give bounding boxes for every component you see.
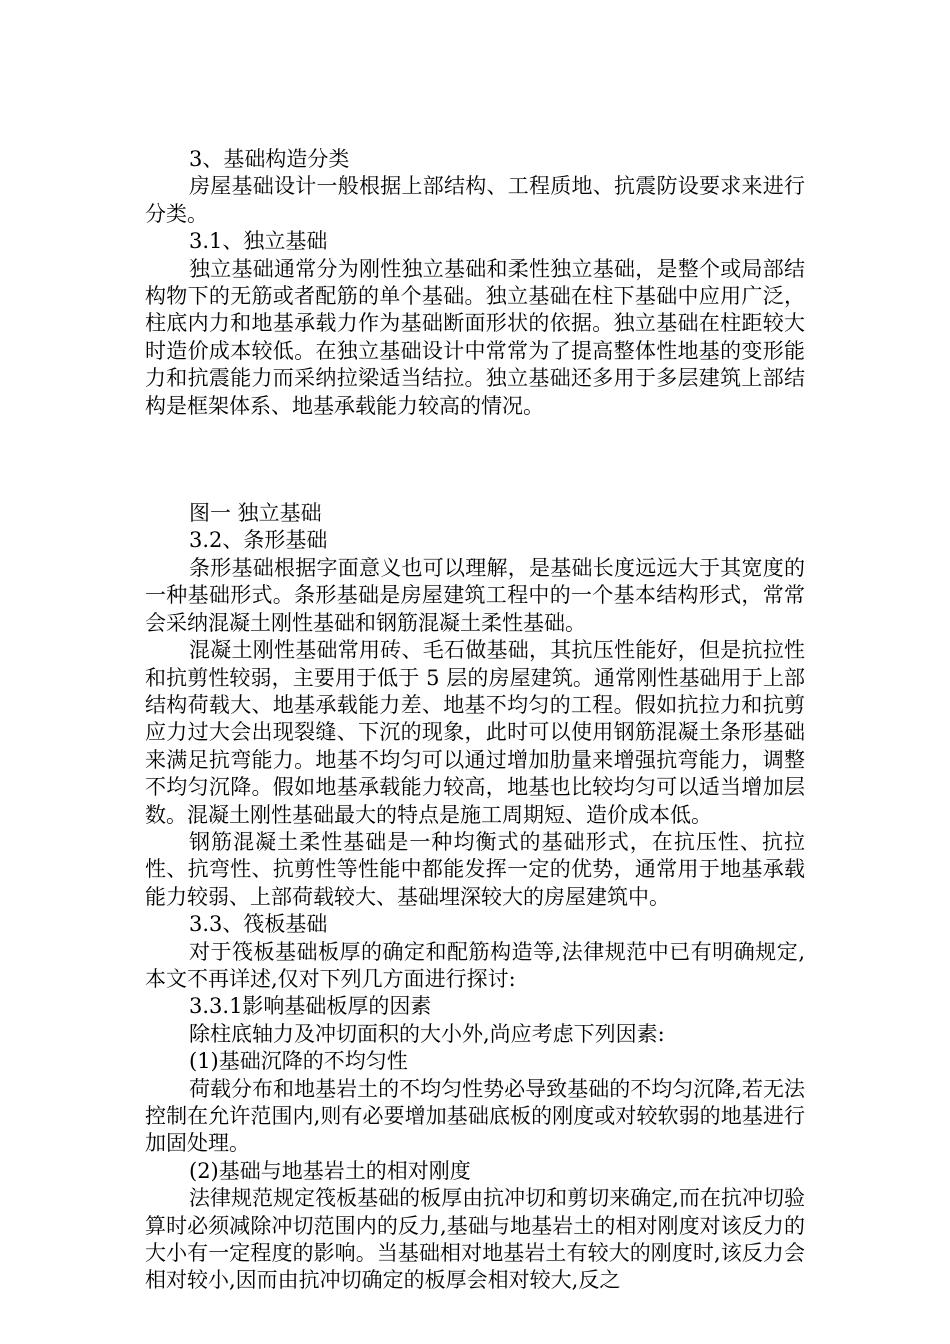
section-heading-3-2: 3.2、条形基础 <box>189 528 328 553</box>
paragraph-3: 房屋基础设计一般根据上部结构、工程质地、抗震防设要求来进行分类。 <box>145 174 805 226</box>
paragraph-3-1: 独立基础通常分为刚性独立基础和柔性独立基础，是整个或局部结构物下的无筋或者配筋的单个基础。独立基础在柱下基础中应用广泛，柱底内力和地基承载力作为基础断面形状的依据。独立基础在柱距较大时造价成本较低。在独立基础设计中常常为了提高整体性地基的变形能力和抗震能力而采纳拉梁适当结拉。独立基础还多用于多层建筑上部结构是框架体系、地基承载能力较高的情况。 <box>145 256 805 418</box>
figure-caption: 图一 独立基础 <box>189 501 322 526</box>
paragraph-item-2: 法律规范规定筏板基础的板厚由抗冲切和剪切来确定,而在抗冲切验算时必须减除冲切范围内的反力,基础与地基岩土的相对刚度对该反力的大小有一定程度的影响。当基础相对地基岩土有较大的刚度时,该反力会相对较小,因而由抗冲切确定的板厚会相对较大,反之 <box>145 1186 805 1293</box>
paragraph-item-1: 荷载分布和地基岩土的不均匀性势必导致基础的不均匀沉降,若无法控制在允许范围内,则有必要增加基础底板的刚度或对较软弱的地基进行加固处理。 <box>145 1076 805 1156</box>
section-heading-3-3-1: 3.3.1影响基础板厚的因素 <box>189 994 432 1019</box>
paragraph-3-2-a: 条形基础根据字面意义也可以理解，是基础长度远远大于其宽度的一种基础形式。条形基础是房屋建筑工程中的一个基本结构形式，常常会采纳混凝土刚性基础和钢筋混凝土柔性基础。 <box>145 555 805 635</box>
paragraph-3-3-1: 除柱底轴力及冲切面积的大小外,尚应考虑下列因素: <box>189 1021 665 1046</box>
section-heading-3-1: 3.1、独立基础 <box>189 229 328 254</box>
figure-placeholder <box>145 420 805 500</box>
section-heading-3: 3、基础构造分类 <box>189 147 350 171</box>
paragraph-3-2-c: 钢筋混凝土柔性基础是一种均衡式的基础形式，在抗压性、抗拉性、抗弯性、抗剪性等性能中都能发挥一定的优势，通常用于地基承载能力较弱、上部荷载较大、基础埋深较大的房屋建筑中。 <box>145 829 805 909</box>
section-heading-3-3: 3.3、筏板基础 <box>189 912 328 937</box>
paragraph-3-3: 对于筏板基础板厚的确定和配筋构造等,法律规范中已有明确规定,本文不再详述,仅对下列几方面进行探讨: <box>145 939 805 991</box>
document-page <box>145 146 805 1295</box>
paragraph-3-2-b: 混凝土刚性基础常用砖、毛石做基础，其抗压性能好，但是抗拉性和抗剪性较弱，主要用于低于 5 层的房屋建筑。通常刚性基础用于上部结构荷载大、地基承载能力差、地基不均匀的工程。假如抗拉力和抗剪应力过大会出现裂缝、下沉的现象，此时可以使用钢筋混凝土条形基础来满足抗弯能力。地基不均匀可以通过增加肋量来增强抗弯能力，调整不均匀沉降。假如地基承载能力较高，地基也比较均匀可以适当增加层数。混凝土刚性基础最大的特点是施工周期短、造价成本低。 <box>145 638 805 827</box>
list-item-2: (2)基础与地基岩土的相对刚度 <box>189 1158 471 1183</box>
list-item-1: (1)基础沉降的不均匀性 <box>189 1049 408 1074</box>
